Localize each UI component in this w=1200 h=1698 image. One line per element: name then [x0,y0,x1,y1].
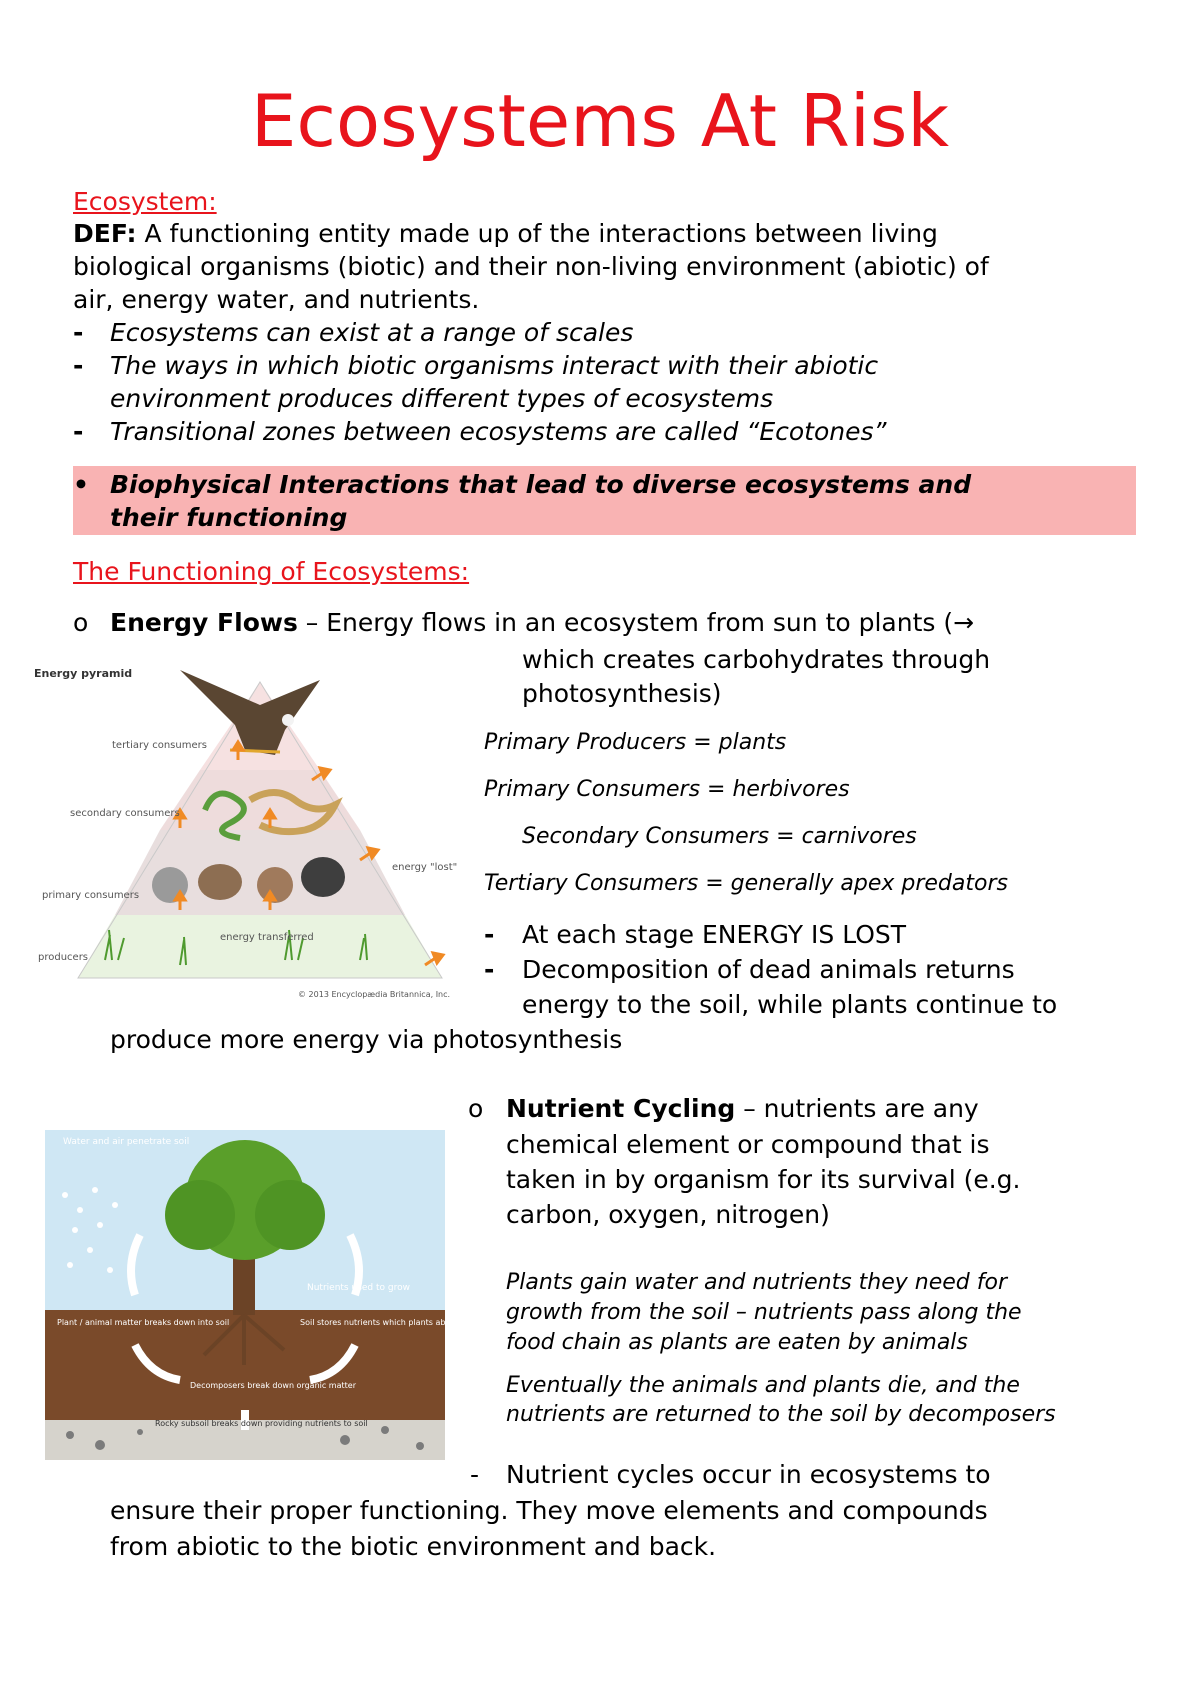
energy-label: Energy Flows [110,608,298,637]
pyramid-title: Energy pyramid [34,667,133,680]
definition-line-2: biological organisms (biotic) and their non-living environment (abiotic) of [73,252,989,281]
nutrient-cycle-figure [45,1130,463,1460]
water-air-label: Water and air penetrate soil [63,1137,190,1147]
level-primary-producers: Primary Producers = plants [484,730,787,755]
bullet-dash: - [73,318,84,347]
functioning-heading: The Functioning of Ecosystems: [73,557,470,586]
nutrient-line-3: taken in by organism for its survival (e.g. [506,1165,1021,1194]
bullet-dash: - [484,920,495,949]
ecosystem-heading: Ecosystem: [73,187,217,216]
plant-animal-label: Plant / animal matter breaks down into soil [57,1318,230,1327]
pyramid-credit: © 2013 Encyclopædia Britannica, Inc. [298,990,451,999]
bullet-scales: Ecosystems can exist at a range of scales [110,318,634,347]
pyramid-producers-band [78,915,442,978]
nutrient-note-5: nutrients are returned to the soil by decomposers [506,1402,1056,1427]
bullet-dash: - [73,351,84,380]
bullet-dash: - [484,955,495,984]
energy-text-1: – Energy flows in an ecosystem from sun to plants (→ [297,608,975,637]
energy-point-decomp-3: produce more energy via photosynthesis [110,1025,623,1054]
nutrient-note-2: growth from the soil – nutrients pass along the [506,1300,1022,1325]
nutrient-closing-3: from abiotic to the biotic environment and back. [110,1532,717,1561]
energy-transferred-label: energy transferred [220,932,314,943]
level-secondary-consumers: Secondary Consumers = carnivores [522,824,917,849]
nutrient-closing-1: Nutrient cycles occur in ecosystems to [506,1460,991,1489]
bullet-biotic-line-2: environment produces different types of ecosystems [110,384,774,413]
energy-point-decomp-1: Decomposition of dead animals returns [522,955,1015,984]
nutrient-text-1: – nutrients are any [735,1094,979,1123]
bullet-dash: - [73,417,84,446]
highlight-bullet: • [73,470,89,499]
pyramid-level-label: tertiary consumers [112,740,207,751]
nutrient-line-2: chemical element or compound that is [506,1130,990,1159]
nutrient-label: Nutrient Cycling [506,1094,736,1123]
energy-lost-label: energy "lost" [392,862,458,873]
def-label: DEF: [73,219,137,248]
bullet-ecotones: Transitional zones between ecosystems are called “Ecotones” [110,417,887,446]
nutrient-bullet: o [468,1094,484,1123]
nutrient-note-1: Plants gain water and nutrients they need for [506,1270,1008,1295]
highlight-line-1: Biophysical Interactions that lead to diverse ecosystems and [110,470,972,499]
nutrient-note-4: Eventually the animals and plants die, and the [506,1373,1020,1398]
energy-line-2: which creates carbohydrates through [522,645,991,674]
energy-pyramid-figure [30,660,458,1010]
def-text-1: A functioning entity made up of the interactions between living [136,219,938,248]
energy-bullet: o [73,608,89,637]
energy-line-3: photosynthesis) [522,679,722,708]
bullet-dash: - [470,1460,480,1489]
energy-point-decomp-2: energy to the soil, while plants continue to [522,990,1058,1019]
nutrient-line-1 [506,1092,979,1125]
page-title: Ecosystems At Risk [250,79,950,163]
nutrients-grow-label: Nutrients used to grow [307,1283,410,1293]
decomposers-label: Decomposers break down organic matter [190,1381,356,1390]
energy-point-lost: At each stage ENERGY IS LOST [522,920,907,949]
nutrient-closing-2: ensure their proper functioning. They move elements and compounds [110,1496,988,1525]
nutrient-note-3: food chain as plants are eaten by animals [506,1330,968,1355]
definition-line-3: air, energy water, and nutrients. [73,285,480,314]
pyramid-level-label: secondary consumers [70,808,180,819]
highlight-line-2: their functioning [110,503,348,532]
pyramid-level-label: producers [38,952,89,963]
rocky-subsoil-label: Rocky subsoil breaks down providing nutrients to soil [155,1419,368,1428]
definition-line-1 [73,217,938,250]
bullet-biotic-line-1: The ways in which biotic organisms interact with their abiotic [110,351,879,380]
soil-stores-label: Soil stores nutrients which plants absorb [300,1318,463,1327]
pyramid-level-label: primary consumers [42,890,140,901]
nutrient-line-4: carbon, oxygen, nitrogen) [506,1200,830,1229]
level-primary-consumers: Primary Consumers = herbivores [484,777,850,802]
energy-line-1 [110,606,974,639]
level-tertiary-consumers: Tertiary Consumers = generally apex predators [484,871,1008,896]
